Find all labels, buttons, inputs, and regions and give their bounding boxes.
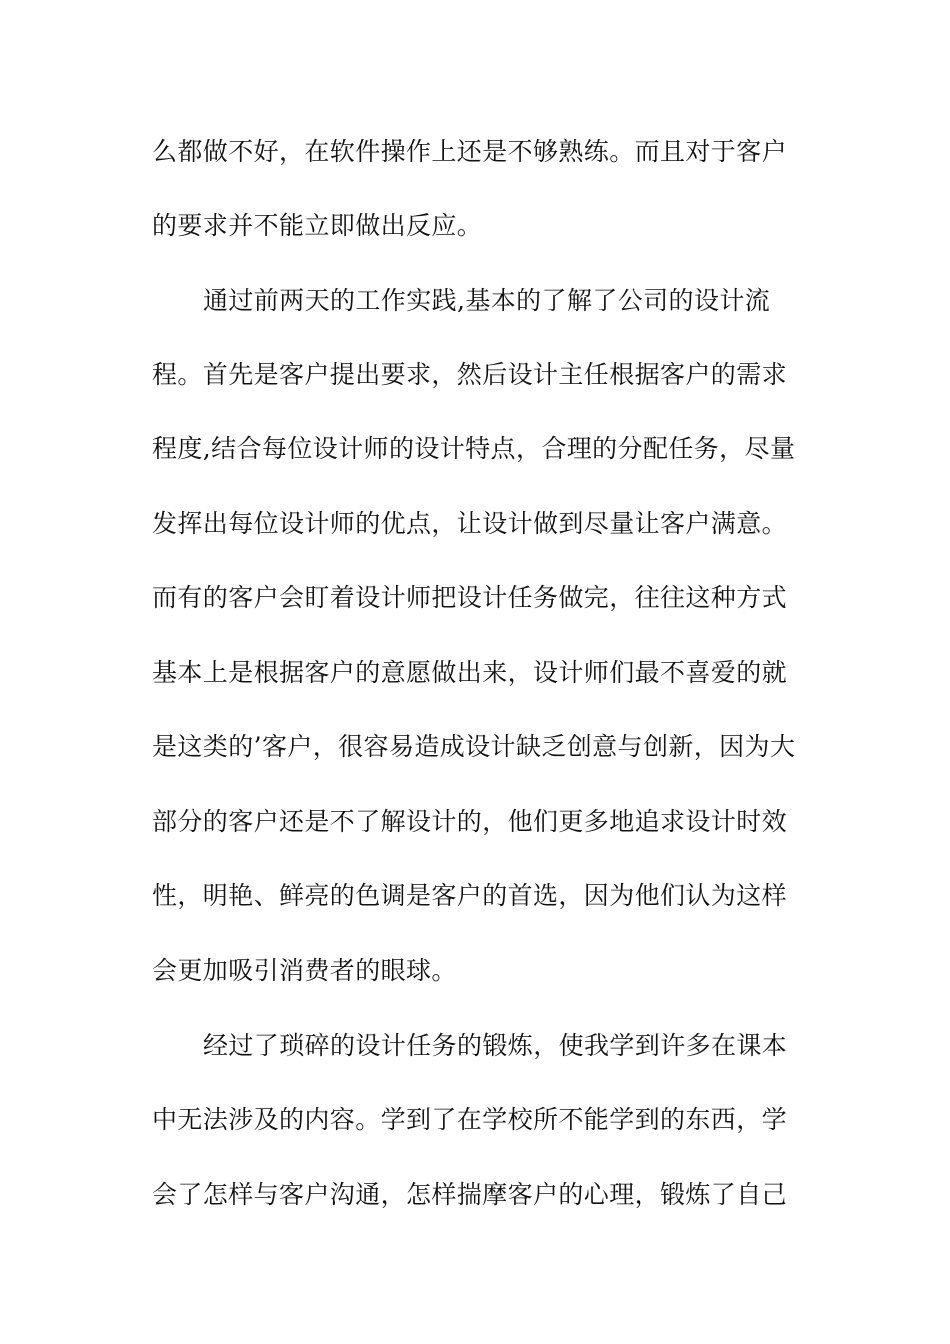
text-line: 基本上是根据客户的意愿做出来，设计师们最不喜爱的就 <box>152 658 788 687</box>
text-line: 的要求并不能立即做出反应。 <box>152 211 483 240</box>
paragraph-start-line: 经过了琐碎的设计任务的锻炼，使我学到许多在课本 <box>203 1031 788 1060</box>
text-line: 中无法涉及的内容。学到了在学校所不能学到的东西，学 <box>152 1105 788 1134</box>
text-line: 发挥出每位设计师的优点，让设计做到尽量让客户满意。 <box>152 509 788 538</box>
text-line: 程度,结合每位设计师的设计特点，合理的分配任务，尽量 <box>152 434 796 463</box>
text-line: 是这类的’客户，很容易造成设计缺乏创意与创新，因为大 <box>152 732 796 761</box>
text-line: 而有的客户会盯着设计师把设计任务做完，往往这种方式 <box>152 583 788 612</box>
text-line: 会更加吸引消费者的眼球。 <box>152 956 457 985</box>
text-line: 么都做不好，在软件操作上还是不够熟练。而且对于客户 <box>152 137 788 166</box>
text-line: 部分的客户还是不了解设计的，他们更多地追求设计时效 <box>152 807 788 836</box>
text-line: 会了怎样与客户沟通，怎样揣摩客户的心理，锻炼了自己 <box>152 1180 788 1209</box>
text-line: 程。首先是客户提出要求，然后设计主任根据客户的需求 <box>152 360 788 389</box>
paragraph-start-line: 通过前两天的工作实践,基本的了解了公司的设计流 <box>203 286 771 315</box>
text-line: 性，明艳、鲜亮的色调是客户的首选，因为他们认为这样 <box>152 881 788 910</box>
